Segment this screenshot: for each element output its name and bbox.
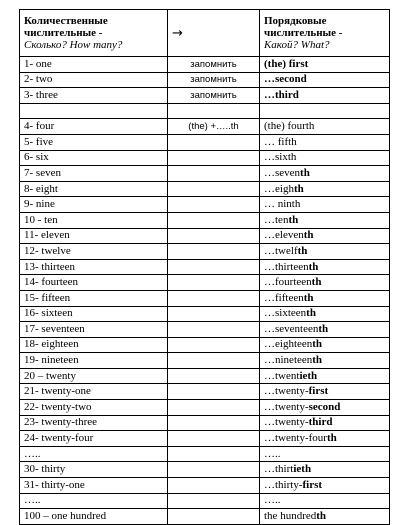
table-row bbox=[20, 462, 390, 478]
ordinal-text: …fourteen bbox=[264, 276, 312, 289]
ordinal-cell bbox=[260, 197, 390, 213]
ordinal-suffix: th bbox=[306, 307, 316, 320]
table-row bbox=[20, 212, 390, 228]
rule-cell bbox=[168, 228, 260, 244]
cardinal-cell: 8- eight bbox=[20, 181, 168, 197]
header-ordinal bbox=[260, 10, 390, 57]
table-row bbox=[20, 103, 390, 119]
table-row bbox=[20, 493, 390, 509]
ordinal-text: …thirty- bbox=[264, 478, 303, 491]
ordinal-cell bbox=[260, 478, 390, 494]
cardinal-cell: 23- twenty-three bbox=[20, 415, 168, 431]
rule-cell bbox=[168, 478, 260, 494]
cardinal-cell: 24- twenty-four bbox=[20, 431, 168, 447]
cardinal-cell: 14- fourteen bbox=[20, 275, 168, 291]
ordinal-suffix: th bbox=[303, 291, 314, 304]
table-row bbox=[20, 228, 390, 244]
ordinal-suffix: th bbox=[316, 510, 327, 523]
ordinal-cell bbox=[260, 181, 390, 197]
rule-cell bbox=[168, 103, 260, 119]
ordinal-suffix: th bbox=[311, 276, 322, 289]
cardinal-cell: 6- six bbox=[20, 150, 168, 166]
ordinal-cell bbox=[260, 166, 390, 182]
ordinal-cell bbox=[260, 119, 390, 135]
rule-cell: запомнить bbox=[168, 72, 260, 88]
cardinal-cell: 12- twelve bbox=[20, 244, 168, 260]
rule-cell: запомнить bbox=[168, 88, 260, 104]
table-row bbox=[20, 290, 390, 306]
cardinal-title: Количественные числительные - bbox=[24, 14, 108, 39]
ordinal-cell bbox=[260, 462, 390, 478]
cardinal-cell: 31- thirty-one bbox=[20, 478, 168, 494]
cardinal-cell: 21- twenty-one bbox=[20, 384, 168, 400]
table-row bbox=[20, 88, 390, 104]
ordinal-text: …eighteen bbox=[264, 338, 313, 351]
ordinal-text: …thirt bbox=[264, 463, 294, 476]
cardinal-cell bbox=[20, 103, 168, 119]
ordinal-suffix: th bbox=[312, 354, 323, 367]
cardinal-cell: 10 - ten bbox=[20, 212, 168, 228]
table-row bbox=[20, 322, 390, 338]
ordinal-suffix: first bbox=[308, 385, 329, 398]
rule-cell bbox=[168, 446, 260, 462]
ordinal-text: …thirteen bbox=[264, 260, 309, 273]
rule-cell bbox=[168, 415, 260, 431]
table-row bbox=[20, 509, 390, 525]
rule-cell bbox=[168, 431, 260, 447]
ordinal-suffix: first bbox=[302, 478, 323, 491]
ordinal-text: …twenty- bbox=[264, 416, 309, 429]
rule-cell bbox=[168, 493, 260, 509]
ordinal-text: ….. bbox=[264, 494, 281, 507]
ordinal-cell bbox=[260, 322, 390, 338]
rule-cell bbox=[168, 197, 260, 213]
table-body bbox=[20, 57, 390, 525]
cardinal-cell: 30- thirty bbox=[20, 462, 168, 478]
ordinal-question: Какой? What? bbox=[264, 39, 330, 52]
table-row bbox=[20, 368, 390, 384]
ordinal-cell bbox=[260, 290, 390, 306]
ordinal-cell bbox=[260, 446, 390, 462]
rule-cell: запомнить bbox=[168, 57, 260, 73]
cardinal-cell: 20 – twenty bbox=[20, 368, 168, 384]
ordinal-cell bbox=[260, 509, 390, 525]
rule-cell bbox=[168, 244, 260, 260]
table-row bbox=[20, 275, 390, 291]
header-rule bbox=[168, 10, 260, 57]
rule-cell bbox=[168, 259, 260, 275]
ordinal-cell bbox=[260, 228, 390, 244]
ordinal-suffix: th bbox=[293, 182, 304, 195]
cardinal-cell: 17- seventeen bbox=[20, 322, 168, 338]
cardinal-cell: 16- sixteen bbox=[20, 306, 168, 322]
ordinal-cell bbox=[260, 103, 390, 119]
ordinal-cell bbox=[260, 384, 390, 400]
header-row bbox=[20, 10, 390, 57]
ordinal-text: …eigh bbox=[264, 182, 294, 195]
ordinal-suffix: second bbox=[308, 400, 341, 413]
ordinal-suffix: th bbox=[300, 166, 310, 179]
ordinal-suffix: th bbox=[318, 322, 329, 335]
cardinal-cell: 100 – one hundred bbox=[20, 509, 168, 525]
rule-cell bbox=[168, 181, 260, 197]
rule-cell bbox=[168, 353, 260, 369]
ordinal-cell bbox=[260, 400, 390, 416]
ordinal-suffix: th bbox=[308, 260, 319, 273]
cardinal-cell: 13- thirteen bbox=[20, 259, 168, 275]
table-row bbox=[20, 478, 390, 494]
ordinal-text: … ninth bbox=[264, 198, 301, 211]
table-row bbox=[20, 337, 390, 353]
ordinal-text: …eleven bbox=[264, 229, 304, 242]
table-row bbox=[20, 400, 390, 416]
ordinal-text: (the) fourth bbox=[264, 120, 315, 133]
rule-cell bbox=[168, 275, 260, 291]
ordinal-text: …ten bbox=[264, 213, 289, 226]
ordinal-suffix: th bbox=[312, 338, 323, 351]
ordinal-suffix: th bbox=[297, 244, 308, 257]
ordinal-text: …twenty- bbox=[264, 400, 309, 413]
rule-cell bbox=[168, 150, 260, 166]
ordinal-text: …seven bbox=[264, 166, 301, 179]
cardinal-question: Сколько? How many? bbox=[24, 39, 123, 52]
arrow-right-icon: → bbox=[172, 25, 183, 41]
table-row bbox=[20, 244, 390, 260]
ordinal-cell bbox=[260, 415, 390, 431]
ordinal-text: …seventeen bbox=[264, 322, 319, 335]
cardinal-cell: 22- twenty-two bbox=[20, 400, 168, 416]
table-row bbox=[20, 259, 390, 275]
ordinal-cell bbox=[260, 337, 390, 353]
ordinal-cell bbox=[260, 150, 390, 166]
numerals-table bbox=[19, 9, 390, 525]
rule-cell bbox=[168, 290, 260, 306]
ordinal-text: …twenty-four bbox=[264, 432, 327, 445]
ordinal-suffix: …second bbox=[264, 73, 307, 86]
table-row bbox=[20, 166, 390, 182]
rule-cell bbox=[168, 509, 260, 525]
table-row bbox=[20, 119, 390, 135]
table-row bbox=[20, 72, 390, 88]
ordinal-suffix: ieth bbox=[299, 369, 318, 382]
ordinal-suffix: th bbox=[288, 213, 299, 226]
cardinal-cell: 18- eighteen bbox=[20, 337, 168, 353]
table-row bbox=[20, 134, 390, 150]
ordinal-suffix: …third bbox=[264, 88, 299, 101]
rule-cell: (the) +…..th bbox=[168, 119, 260, 135]
ordinal-cell bbox=[260, 353, 390, 369]
rule-cell bbox=[168, 462, 260, 478]
ordinal-text: …twenty- bbox=[264, 385, 309, 398]
cardinal-cell: 2- two bbox=[20, 72, 168, 88]
cardinal-cell: ….. bbox=[20, 493, 168, 509]
cardinal-cell: 5- five bbox=[20, 134, 168, 150]
table-row bbox=[20, 446, 390, 462]
rule-cell bbox=[168, 400, 260, 416]
ordinal-cell bbox=[260, 431, 390, 447]
ordinal-cell bbox=[260, 88, 390, 104]
ordinal-title: Порядковые числительные - bbox=[264, 14, 343, 39]
cardinal-cell: 4- four bbox=[20, 119, 168, 135]
ordinal-text: …twent bbox=[264, 369, 300, 382]
table-row bbox=[20, 384, 390, 400]
ordinal-cell bbox=[260, 275, 390, 291]
ordinal-cell bbox=[260, 244, 390, 260]
ordinal-cell bbox=[260, 212, 390, 228]
cardinal-cell: 1- one bbox=[20, 57, 168, 73]
cardinal-cell: ….. bbox=[20, 446, 168, 462]
header-cardinal bbox=[20, 10, 168, 57]
ordinal-suffix: third bbox=[308, 416, 333, 429]
rule-cell bbox=[168, 166, 260, 182]
ordinal-text: the hundred bbox=[264, 510, 317, 523]
ordinal-text: …sixth bbox=[264, 151, 297, 164]
table-row bbox=[20, 431, 390, 447]
cardinal-cell: 15- fifteen bbox=[20, 290, 168, 306]
ordinal-suffix: th bbox=[303, 229, 314, 242]
table-row bbox=[20, 57, 390, 73]
ordinal-text: … fifth bbox=[264, 135, 297, 148]
table-row bbox=[20, 197, 390, 213]
ordinal-suffix: ieth bbox=[293, 463, 312, 476]
ordinal-text: …nineteen bbox=[264, 354, 313, 367]
ordinal-cell bbox=[260, 368, 390, 384]
ordinal-text: ….. bbox=[264, 447, 281, 460]
rule-cell bbox=[168, 306, 260, 322]
ordinal-cell bbox=[260, 493, 390, 509]
rule-cell bbox=[168, 368, 260, 384]
rule-cell bbox=[168, 322, 260, 338]
ordinal-cell bbox=[260, 72, 390, 88]
cardinal-cell: 9- nine bbox=[20, 197, 168, 213]
rule-cell bbox=[168, 212, 260, 228]
cardinal-cell: 7- seven bbox=[20, 166, 168, 182]
table-row bbox=[20, 150, 390, 166]
ordinal-cell bbox=[260, 259, 390, 275]
table-row bbox=[20, 353, 390, 369]
ordinal-suffix: (the) first bbox=[264, 57, 309, 70]
table-row bbox=[20, 415, 390, 431]
table-row bbox=[20, 306, 390, 322]
cardinal-cell: 19- nineteen bbox=[20, 353, 168, 369]
cardinal-cell: 3- three bbox=[20, 88, 168, 104]
ordinal-text: …sixteen bbox=[264, 307, 307, 320]
rule-cell bbox=[168, 134, 260, 150]
table-row bbox=[20, 181, 390, 197]
ordinal-text: …twelf bbox=[264, 244, 298, 257]
cardinal-cell: 11- eleven bbox=[20, 228, 168, 244]
rule-cell bbox=[168, 384, 260, 400]
ordinal-text: …fifteen bbox=[264, 291, 304, 304]
rule-cell bbox=[168, 337, 260, 353]
ordinal-cell bbox=[260, 134, 390, 150]
ordinal-cell bbox=[260, 306, 390, 322]
ordinal-cell bbox=[260, 57, 390, 73]
ordinal-suffix: th bbox=[326, 432, 337, 445]
